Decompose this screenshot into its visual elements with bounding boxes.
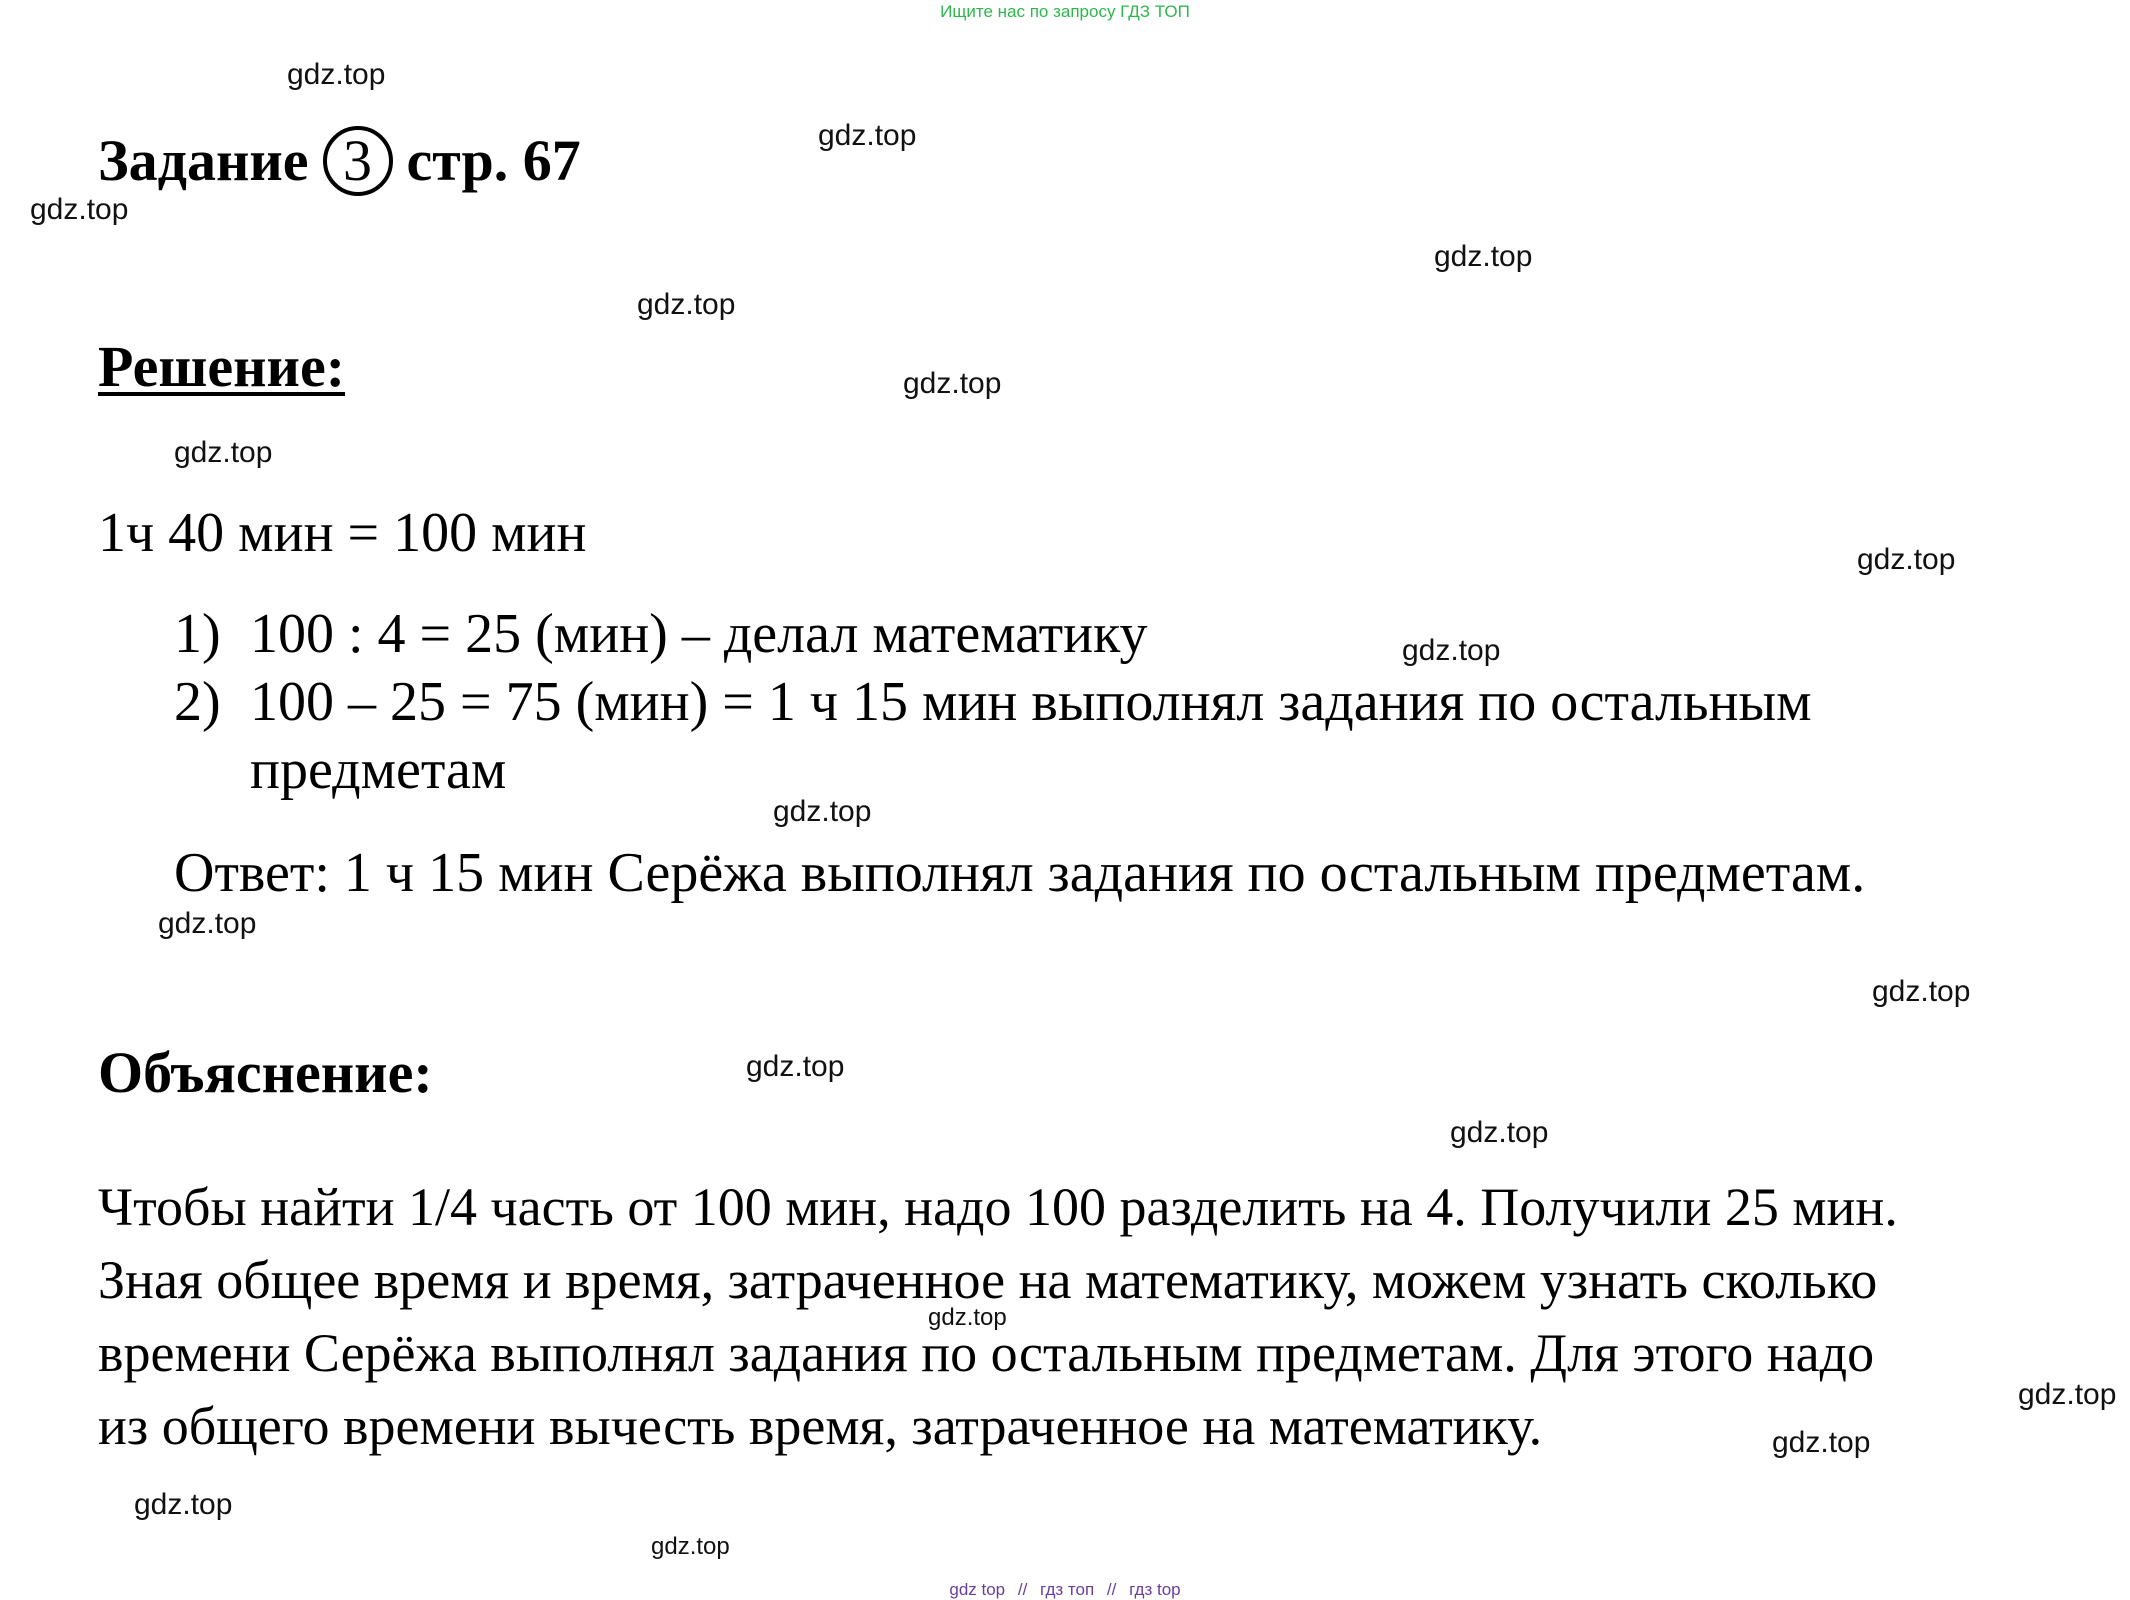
watermark: gdz.top xyxy=(1402,634,1501,667)
watermark: gdz.top xyxy=(174,436,273,469)
task-title xyxy=(98,126,581,196)
solution-step xyxy=(174,603,1148,665)
watermark: gdz.top xyxy=(637,288,736,321)
watermark: gdz.top xyxy=(1434,240,1533,273)
watermark: gdz.top xyxy=(1857,543,1956,576)
explanation-line: Зная общее время и время, затраченное на математику, можем узнать сколько xyxy=(98,1250,1878,1310)
step-number: 1) xyxy=(174,603,221,665)
watermark: gdz.top xyxy=(903,367,1002,400)
watermark: gdz.top xyxy=(746,1050,845,1083)
explanation-line: времени Серёжа выполнял задания по остальным предметам. Для этого надо xyxy=(98,1323,1875,1383)
watermark: gdz.top xyxy=(30,193,129,226)
task-number-circle: 3 xyxy=(323,126,393,196)
time-conversion: 1ч 40 мин = 100 мин xyxy=(98,502,587,564)
watermark: gdz.top xyxy=(1450,1116,1549,1149)
footer-separator: // xyxy=(1017,1580,1028,1599)
watermark: gdz.top xyxy=(158,907,257,940)
watermark: gdz.top xyxy=(773,795,872,828)
footer-links xyxy=(0,1580,2130,1600)
solution-step xyxy=(174,671,1812,733)
footer-link[interactable]: гдз top xyxy=(1129,1580,1181,1599)
footer-link[interactable]: gdz top xyxy=(949,1580,1006,1599)
watermark: gdz.top xyxy=(818,119,917,152)
footer-separator: // xyxy=(1106,1580,1117,1599)
step-text-continuation: предметам xyxy=(250,739,507,801)
watermark: gdz.top xyxy=(134,1488,233,1521)
step-text: 100 – 25 = 75 (мин) = 1 ч 15 мин выполнял задания по остальным xyxy=(250,671,1812,733)
footer-link[interactable]: гдз топ xyxy=(1040,1580,1095,1599)
explanation-paragraph xyxy=(98,1171,2098,1463)
explanation-line: Чтобы найти 1/4 часть от 100 мин, надо 100 разделить на 4. Получили 25 мин. xyxy=(98,1177,1898,1237)
task-title-prefix: Задание xyxy=(98,128,309,193)
watermark: gdz.top xyxy=(651,1533,730,1560)
solution-heading: Решение: xyxy=(98,334,346,399)
top-banner: Ищите нас по запросу ГДЗ ТОП xyxy=(940,2,1190,21)
watermark: gdz.top xyxy=(2018,1378,2117,1411)
watermark: gdz.top xyxy=(928,1304,1007,1331)
explanation-line: из общего времени вычесть время, затраченное на математику. xyxy=(98,1396,1543,1456)
step-number: 2) xyxy=(174,671,221,733)
watermark: gdz.top xyxy=(1872,975,1971,1008)
explanation-heading: Объяснение: xyxy=(98,1040,433,1105)
step-text: 100 : 4 = 25 (мин) – делал математику xyxy=(250,603,1148,665)
task-title-page: стр. 67 xyxy=(406,128,581,193)
watermark: gdz.top xyxy=(287,58,386,91)
watermark: gdz.top xyxy=(1772,1426,1871,1459)
answer-line: Ответ: 1 ч 15 мин Серёжа выполнял задания по остальным предметам. xyxy=(174,842,1866,904)
